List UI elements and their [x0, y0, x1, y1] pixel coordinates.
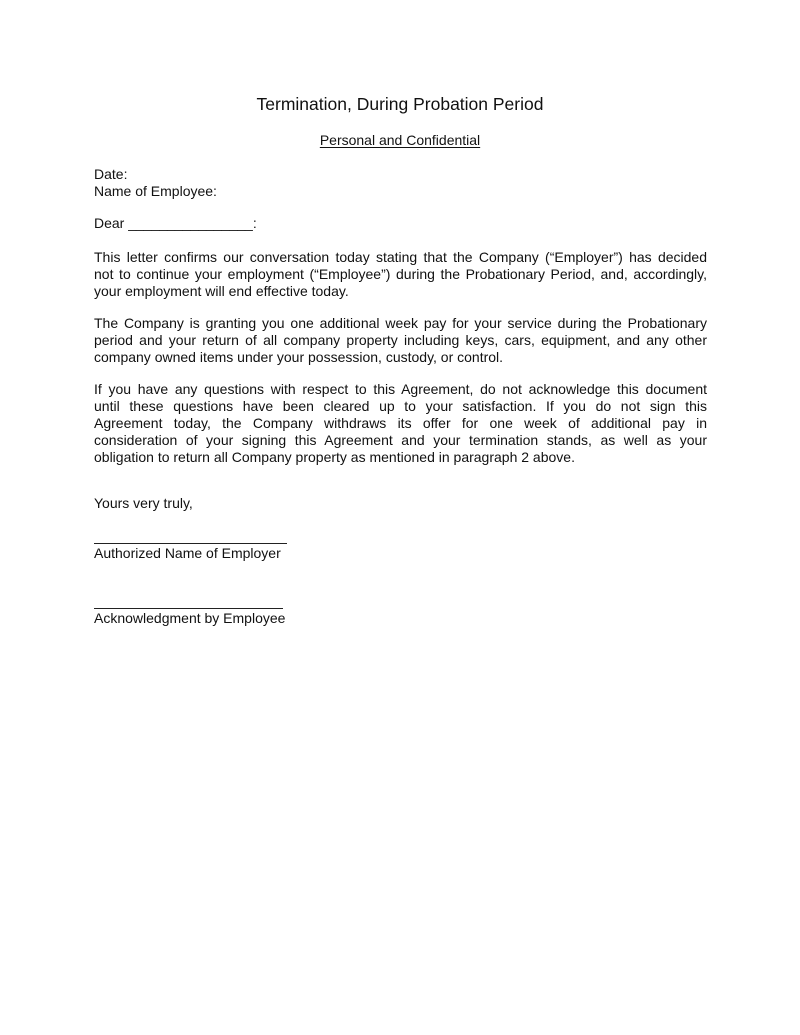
paragraph-3 [94, 381, 707, 466]
paragraph-2 [94, 315, 707, 366]
employee-signature-label: Acknowledgment by Employee [94, 610, 286, 626]
paragraph-line: company owned items under your possession, custody, or control. [94, 349, 504, 365]
date-label: Date: [94, 166, 128, 182]
paragraph-line: Agreement today, the Company withdraws its offer for one week of additional pay in [94, 415, 707, 431]
paragraph-line: until these questions have been cleared up to your satisfaction. If you do not sign this [94, 398, 707, 414]
subtitle-text: Personal and Confidential [319, 132, 481, 148]
paragraph-line: obligation to return all Company property as mentioned in paragraph 2 above. [94, 449, 575, 465]
employee-name-label: Name of Employee: [94, 183, 217, 199]
paragraph-line: period and your return of all company property including keys, cars, equipment, and any other [94, 332, 707, 348]
employee-signature-line [94, 608, 283, 609]
document-title: Termination, During Probation Period [256, 94, 544, 114]
closing: Yours very truly, [94, 495, 193, 511]
paragraph-1 [94, 249, 707, 300]
paragraph-line: If you have any questions with respect to this Agreement, do not acknowledge this document [94, 381, 707, 397]
salutation: Dear ________________: [94, 215, 257, 231]
paragraph-line: consideration of your signing this Agreement and your termination stands, as well as your [94, 432, 707, 448]
paragraph-line: your employment will end effective today. [94, 283, 349, 299]
paragraph-line: not to continue your employment (“Employee”) during the Probationary Period, and, accordingly, [94, 266, 707, 282]
paragraph-line: The Company is granting you one additional week pay for your service during the Probationary [94, 315, 707, 331]
document-subtitle [0, 131, 800, 149]
employer-signature-line [94, 543, 287, 544]
paragraph-line: This letter confirms our conversation today stating that the Company (“Employer”) has decided [94, 249, 707, 265]
employer-signature-label: Authorized Name of Employer [94, 545, 281, 561]
